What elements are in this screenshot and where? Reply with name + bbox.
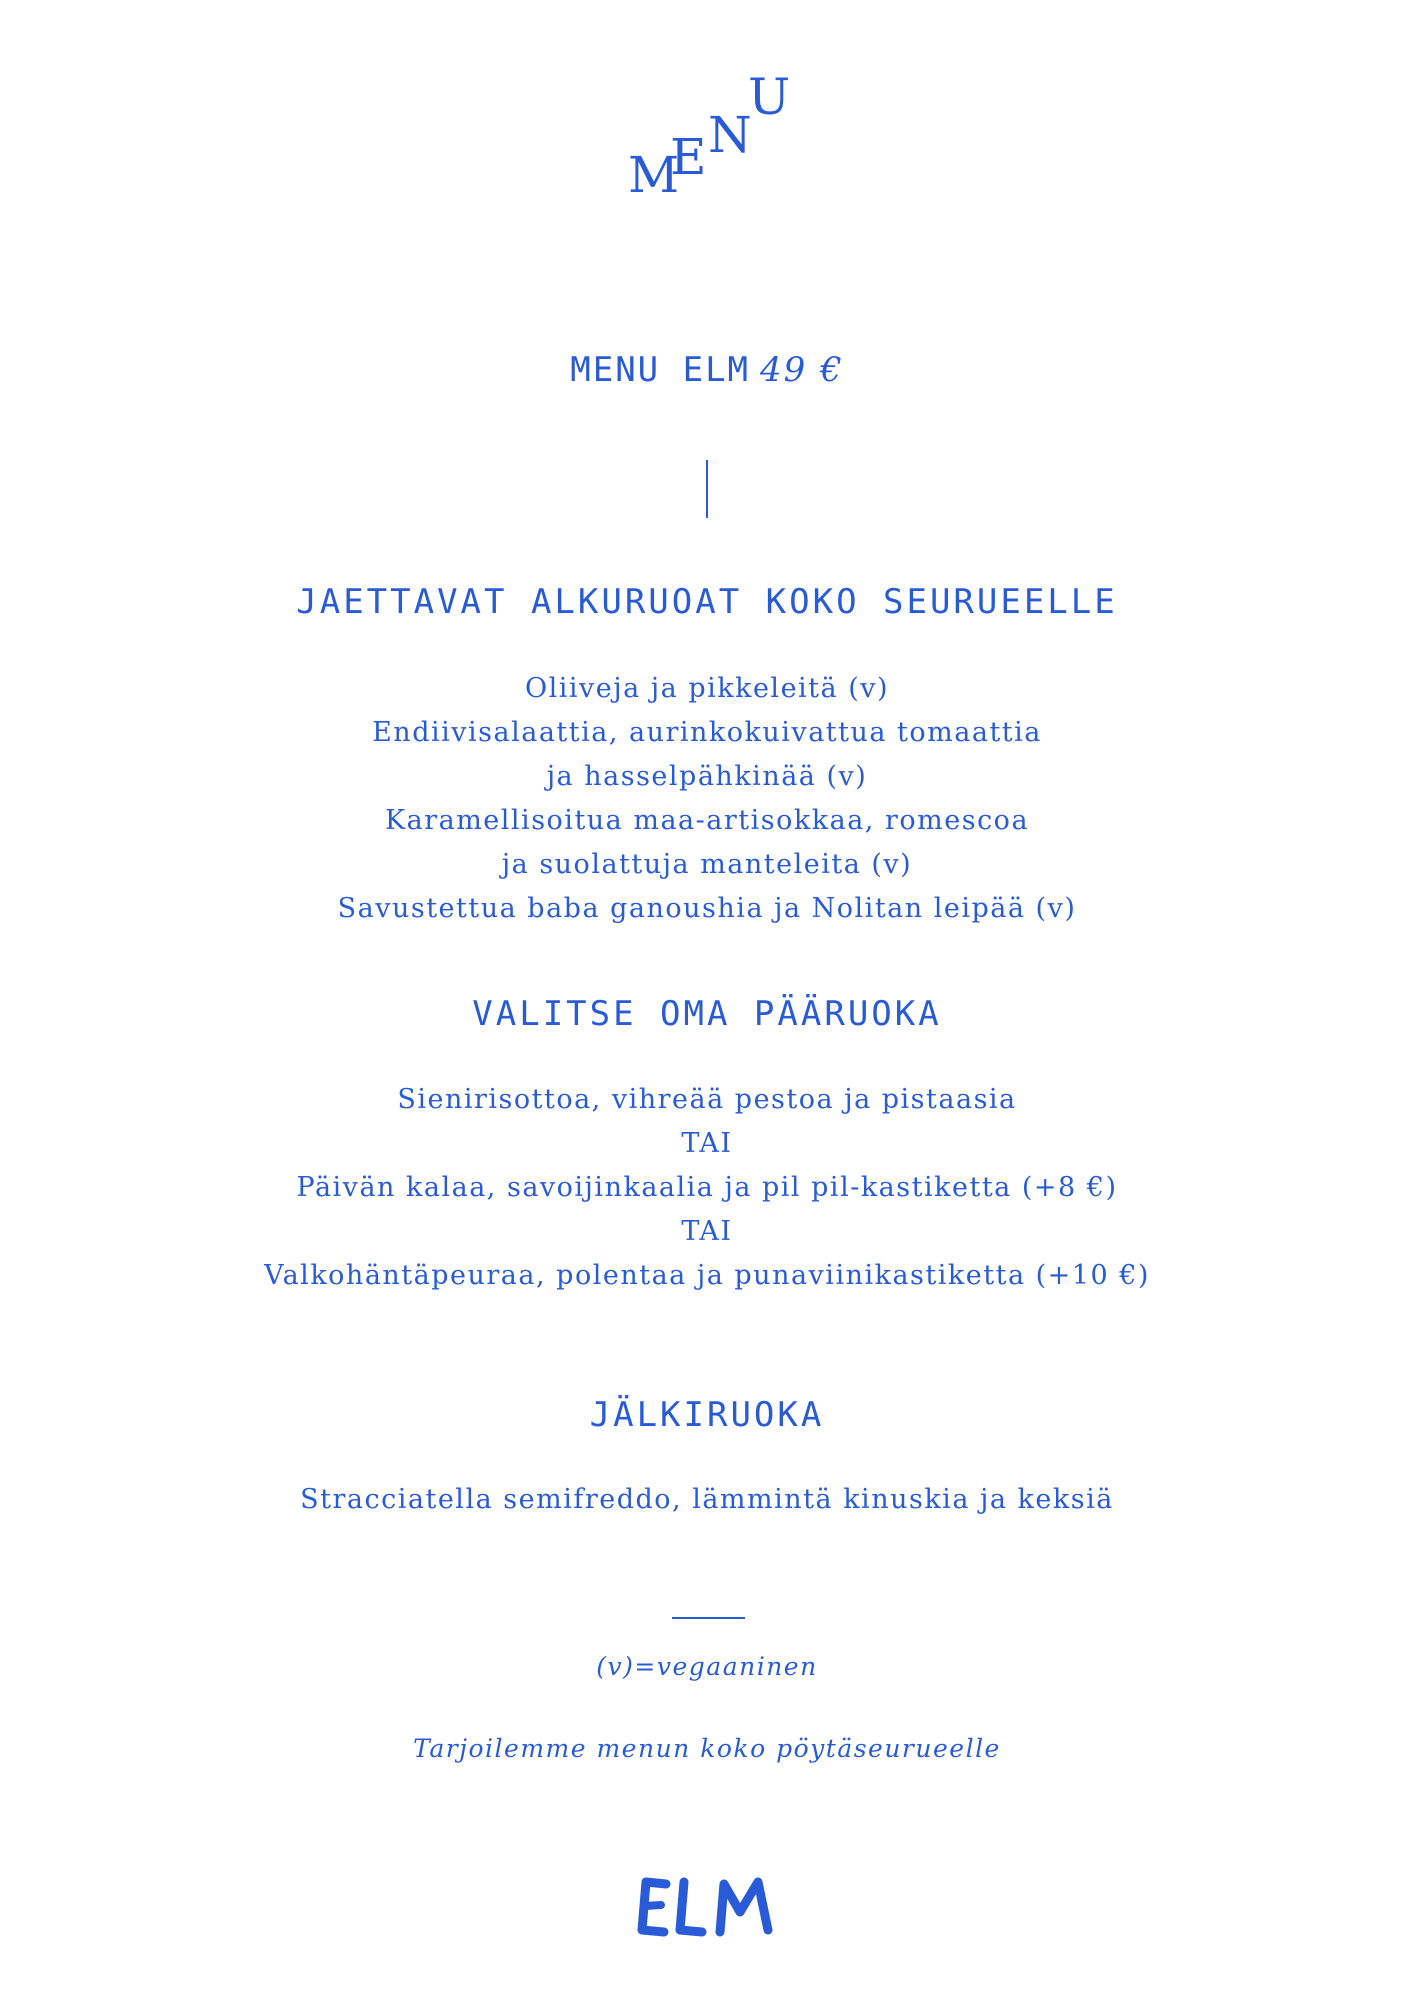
horizontal-divider [672,1617,745,1619]
menu-item: ja hasselpähkinää (v) [546,761,868,792]
menu-title [0,350,1414,390]
menu-item: Päivän kalaa, savoijinkaalia ja pil pil-kastiketta (+8 €) [296,1172,1118,1203]
menu-wordmark-letter: N [708,106,752,164]
menu-item-separator: TAI [681,1216,733,1247]
mains-list [0,1078,1414,1298]
vegan-note: (v)=vegaaninen [596,1652,818,1681]
menu-name: MENU ELM [570,350,751,390]
menu-wordmark-letter: E [670,128,707,186]
elm-logo [636,1872,778,1942]
menu-item-separator: TAI [681,1128,733,1159]
menu-item: Stracciatella semifreddo, lämmintä kinuskia ja keksiä [300,1484,1114,1515]
menu-item: Valkohäntäpeuraa, polentaa ja punaviinikastiketta (+10 €) [264,1260,1150,1291]
menu-item: Oliiveja ja pikkeleitä (v) [524,673,890,704]
menu-price: 49 € [760,350,844,390]
dessert-list [0,1478,1414,1522]
menu-wordmark-letter: U [748,68,791,126]
menu-item: Endiivisalaattia, aurinkokuivattua tomaattia [372,717,1042,748]
vertical-divider [706,460,708,518]
menu-wordmark [628,68,798,212]
section-heading-mains: VALITSE OMA PÄÄRUOKA [472,994,942,1034]
menu-wordmark-letter: M [628,146,680,204]
menu-item: Karamellisoitua maa-artisokkaa, romescoa [384,805,1030,836]
section-heading-dessert: JÄLKIRUOKA [589,1395,825,1435]
menu-item: Sienirisottoa, vihreää pestoa ja pistaasia [397,1084,1017,1115]
section-heading-starters: JAETTAVAT ALKURUOAT KOKO SEURUEELLE [296,582,1118,622]
menu-item: Savustettua baba ganoushia ja Nolitan leipää (v) [337,893,1077,924]
menu-item: ja suolattuja manteleita (v) [501,849,913,880]
serving-note: Tarjoilemme menun koko pöytäseurueelle [413,1734,1001,1763]
starters-list [0,667,1414,931]
